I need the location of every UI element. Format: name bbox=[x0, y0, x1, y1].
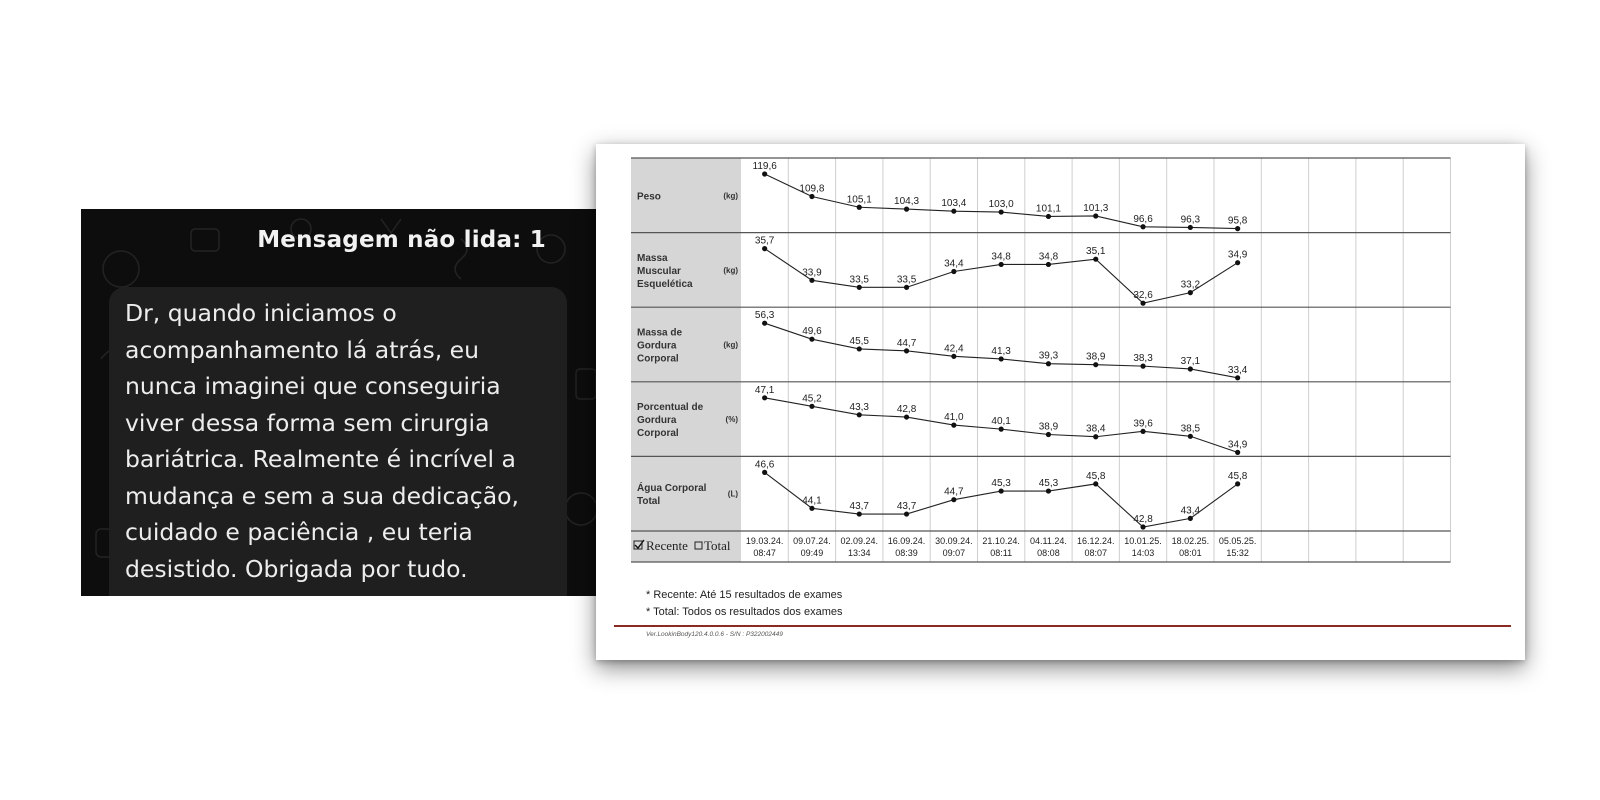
data-point bbox=[904, 285, 909, 290]
message-line: mudança e sem a sua dedicação, bbox=[125, 481, 519, 510]
legend-recent: Recente bbox=[646, 538, 688, 553]
tick-label-time: 08:08 bbox=[1037, 548, 1060, 558]
tick-label-date: 09.07.24. bbox=[793, 536, 831, 546]
tick-label-date: 05.05.25. bbox=[1218, 536, 1257, 546]
data-label: 38,4 bbox=[1086, 423, 1106, 435]
data-point bbox=[1188, 225, 1193, 230]
row-label: Muscular bbox=[637, 265, 681, 277]
unread-message-banner: Mensagem não lida: 1 bbox=[257, 227, 546, 253]
data-point bbox=[1093, 434, 1098, 439]
row-unit: (%) bbox=[725, 415, 738, 425]
data-label: 37,1 bbox=[1180, 355, 1201, 367]
data-point bbox=[762, 470, 767, 475]
data-point bbox=[1235, 260, 1240, 265]
tick-label-date: 04.11.24. bbox=[1030, 536, 1067, 546]
data-label: 38,9 bbox=[1038, 421, 1059, 433]
row-label: Massa bbox=[637, 252, 668, 264]
tick-label-time: 08:39 bbox=[895, 548, 918, 558]
tick-label-date: 10.01.25. bbox=[1124, 536, 1162, 546]
data-point bbox=[1140, 429, 1145, 434]
chat-screenshot bbox=[81, 209, 601, 596]
data-point bbox=[857, 511, 862, 516]
data-point bbox=[809, 404, 814, 409]
data-point bbox=[951, 423, 956, 428]
data-label: 33,2 bbox=[1180, 279, 1201, 291]
row-label: Corporal bbox=[637, 353, 679, 365]
data-point bbox=[1188, 516, 1193, 521]
data-label: 34,8 bbox=[1038, 251, 1059, 263]
data-label: 43,3 bbox=[849, 401, 869, 413]
data-point bbox=[904, 348, 909, 353]
data-label: 119,6 bbox=[752, 161, 777, 172]
data-label: 56,3 bbox=[754, 310, 775, 322]
body-composition-history-report bbox=[596, 144, 1525, 660]
data-label: 35,7 bbox=[754, 235, 775, 247]
message-line: bariátrica. Realmente é incrível a bbox=[125, 445, 516, 473]
data-point bbox=[1140, 524, 1145, 529]
data-label: 34,9 bbox=[1227, 249, 1248, 261]
data-label: 33,4 bbox=[1227, 364, 1248, 376]
data-point bbox=[1235, 375, 1240, 380]
tick-label-date: 18.02.25. bbox=[1171, 536, 1210, 546]
data-label: 33,5 bbox=[896, 274, 917, 286]
row-unit: (L) bbox=[727, 489, 738, 499]
tick-label-time: 08:01 bbox=[1179, 548, 1202, 558]
data-point bbox=[1046, 262, 1051, 267]
data-label: 38,3 bbox=[1133, 353, 1153, 365]
tick-label-time: 08:07 bbox=[1084, 548, 1108, 558]
data-label: 95,8 bbox=[1227, 215, 1248, 227]
tick-label-time: 15:32 bbox=[1226, 548, 1249, 558]
message-line: viver dessa forma sem cirurgia bbox=[125, 408, 490, 437]
data-label: 45,8 bbox=[1227, 470, 1248, 482]
row-label: Gordura bbox=[637, 340, 677, 352]
tick-label-time: 08:47 bbox=[753, 548, 776, 558]
data-point bbox=[1093, 257, 1098, 262]
data-label: 104,3 bbox=[894, 196, 920, 208]
data-point bbox=[1093, 213, 1098, 218]
data-label: 109,8 bbox=[799, 183, 825, 195]
data-label: 34,8 bbox=[991, 251, 1011, 263]
data-label: 42,8 bbox=[1133, 514, 1153, 525]
data-label: 40,1 bbox=[991, 416, 1011, 428]
tick-label-time: 08:11 bbox=[990, 548, 1013, 558]
row-label: Água Corporal bbox=[637, 483, 707, 495]
data-label: 42,4 bbox=[944, 343, 964, 355]
data-label: 103,4 bbox=[941, 198, 967, 210]
row-unit: (kg) bbox=[723, 191, 738, 201]
data-point bbox=[904, 207, 909, 212]
data-point bbox=[1235, 450, 1240, 455]
data-label: 103,0 bbox=[988, 199, 1014, 211]
data-label: 43,4 bbox=[1180, 505, 1201, 517]
message-text bbox=[125, 295, 565, 587]
data-point bbox=[1093, 481, 1098, 486]
data-point bbox=[904, 414, 909, 419]
data-point bbox=[1235, 226, 1240, 231]
row-label: Esquelética bbox=[637, 278, 693, 290]
data-label: 49,6 bbox=[802, 326, 822, 338]
row-label: Gordura bbox=[637, 415, 677, 427]
data-point bbox=[762, 246, 767, 251]
data-label: 39,3 bbox=[1038, 350, 1059, 362]
data-label: 45,3 bbox=[1038, 478, 1059, 490]
message-line: nunca imaginei que conseguiria bbox=[125, 372, 501, 400]
data-label: 96,6 bbox=[1133, 213, 1153, 225]
data-point bbox=[809, 278, 814, 283]
tick-label-time: 09:07 bbox=[942, 548, 966, 558]
data-point bbox=[762, 321, 767, 326]
data-point bbox=[857, 285, 862, 290]
data-point bbox=[951, 354, 956, 359]
data-label: 47,1 bbox=[754, 384, 775, 396]
tick-label-date: 19.03.24. bbox=[745, 536, 784, 546]
tick-label-time: 13:34 bbox=[847, 548, 871, 558]
history-chart bbox=[596, 144, 1525, 624]
legend-total: Total bbox=[704, 538, 731, 553]
data-point bbox=[1188, 434, 1193, 439]
data-label: 105,1 bbox=[846, 194, 872, 206]
data-point bbox=[951, 209, 956, 214]
data-label: 38,5 bbox=[1180, 423, 1201, 435]
tick-label-date: 16.09.24. bbox=[887, 536, 926, 546]
data-point bbox=[809, 194, 814, 199]
footer-rule bbox=[614, 625, 1511, 627]
row-unit: (kg) bbox=[723, 265, 738, 275]
data-point bbox=[1140, 364, 1145, 369]
data-point bbox=[1046, 432, 1051, 437]
data-label: 101,1 bbox=[1035, 203, 1061, 215]
tick-label-time: 09:49 bbox=[800, 548, 824, 558]
data-label: 44,7 bbox=[896, 337, 917, 349]
data-label: 42,8 bbox=[896, 404, 917, 416]
data-label: 34,9 bbox=[1227, 439, 1248, 451]
data-point bbox=[809, 337, 814, 342]
data-point bbox=[1046, 214, 1051, 219]
tick-label-time: 14:03 bbox=[1131, 548, 1155, 558]
row-label: Corporal bbox=[637, 428, 679, 440]
data-point bbox=[1140, 224, 1145, 229]
message-line: cuidado e paciência , eu teria bbox=[125, 518, 473, 546]
data-point bbox=[951, 269, 956, 274]
data-label: 43,7 bbox=[849, 501, 869, 513]
data-label: 32,6 bbox=[1133, 290, 1153, 302]
note-recent: * Recente: Até 15 resultados de exames bbox=[646, 589, 843, 601]
data-label: 41,0 bbox=[944, 412, 964, 424]
row-unit: (kg) bbox=[723, 340, 738, 350]
message-line: desistido. Obrigada por tudo. bbox=[125, 554, 468, 583]
message-line: Dr, quando iniciamos o bbox=[125, 299, 397, 327]
data-point bbox=[762, 395, 767, 400]
data-point bbox=[904, 511, 909, 516]
data-label: 39,6 bbox=[1133, 418, 1153, 430]
data-label: 45,2 bbox=[802, 393, 822, 405]
data-label: 34,4 bbox=[944, 258, 964, 270]
data-point bbox=[1093, 362, 1098, 367]
data-label: 101,3 bbox=[1083, 202, 1109, 214]
data-label: 46,6 bbox=[754, 459, 775, 471]
device-version: Ver.LookinBody120.4.0.0.6 - S/N : P322002449 bbox=[646, 631, 783, 638]
data-point bbox=[999, 356, 1004, 361]
data-label: 33,9 bbox=[802, 267, 822, 279]
data-point bbox=[1140, 301, 1145, 306]
data-point bbox=[1188, 366, 1193, 371]
data-label: 44,1 bbox=[802, 495, 822, 507]
data-point bbox=[1046, 361, 1051, 366]
tick-label-date: 30.09.24. bbox=[935, 536, 973, 546]
data-label: 44,7 bbox=[944, 486, 964, 498]
data-point bbox=[857, 346, 862, 351]
data-point bbox=[999, 262, 1004, 267]
tick-label-date: 21.10.24. bbox=[982, 536, 1020, 546]
data-point bbox=[809, 506, 814, 511]
data-point bbox=[762, 171, 767, 176]
data-label: 45,8 bbox=[1086, 470, 1106, 482]
data-point bbox=[1046, 488, 1051, 493]
row-label: Massa de bbox=[637, 327, 683, 339]
data-point bbox=[1188, 290, 1193, 295]
data-label: 38,9 bbox=[1086, 351, 1106, 363]
data-point bbox=[1235, 481, 1240, 486]
message-line: acompanhamento lá atrás, eu bbox=[125, 335, 480, 364]
data-point bbox=[857, 205, 862, 210]
tick-label-date: 02.09.24. bbox=[840, 536, 879, 546]
data-point bbox=[857, 412, 862, 417]
note-total: * Total: Todos os resultados dos exames bbox=[646, 606, 843, 618]
data-point bbox=[951, 497, 956, 502]
row-label: Peso bbox=[637, 191, 661, 203]
data-label: 33,5 bbox=[849, 274, 869, 286]
data-label: 45,3 bbox=[991, 478, 1011, 490]
data-point bbox=[999, 488, 1004, 493]
data-label: 41,3 bbox=[991, 345, 1011, 357]
tick-label-date: 16.12.24. bbox=[1076, 536, 1115, 546]
row-label: Total bbox=[637, 496, 661, 508]
data-label: 45,5 bbox=[849, 335, 869, 347]
data-point bbox=[999, 209, 1004, 214]
data-label: 96,3 bbox=[1180, 214, 1201, 226]
data-point bbox=[999, 427, 1004, 432]
row-label: Porcentual de bbox=[637, 402, 704, 414]
data-label: 35,1 bbox=[1086, 246, 1106, 258]
data-label: 43,7 bbox=[896, 501, 917, 513]
